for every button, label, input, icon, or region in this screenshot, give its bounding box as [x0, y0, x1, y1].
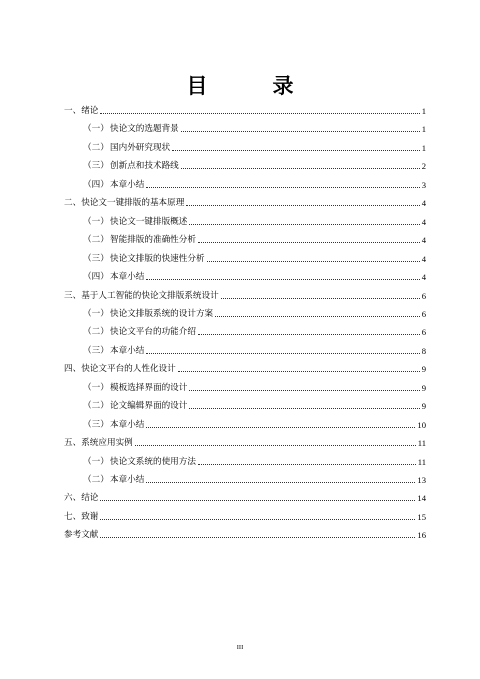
toc-entry[interactable] [83, 471, 426, 485]
toc-entry-label: 本章小结 [110, 179, 145, 190]
dot-leader [178, 371, 420, 372]
toc-entry-number: （一） [83, 216, 109, 227]
toc-entry-number: 二、 [64, 198, 82, 209]
toc-entry-page: 11 [417, 456, 426, 467]
toc-entry[interactable] [83, 120, 426, 134]
dot-leader [215, 316, 420, 317]
toc-entry-label: 快论文一键排版概述 [110, 216, 188, 227]
toc-entry[interactable] [83, 305, 426, 319]
toc-entry-label: 智能排版的准确性分析 [110, 235, 196, 246]
toc-entry-label: 论文编辑界面的设计 [110, 401, 188, 412]
toc-entry-number: （一） [83, 124, 109, 135]
toc-entry-label: 快论文平台的功能介绍 [110, 327, 196, 338]
toc-entry-label: 绪论 [81, 106, 99, 116]
toc-entry-label: 快论文一键排版的基本原理 [81, 198, 185, 209]
toc-entry-number: （二） [83, 235, 109, 246]
toc-entry-label: 快论文排版系统的设计方案 [110, 308, 214, 319]
toc-entry-label: 致谢 [81, 511, 99, 522]
toc-entry-page: 6 [421, 290, 426, 301]
toc-entry[interactable] [83, 231, 426, 245]
toc-entry-page: 6 [421, 327, 426, 338]
dot-leader [198, 334, 420, 335]
dot-leader [135, 445, 416, 446]
toc-entry-page: 1 [421, 124, 426, 135]
toc-entry-label: 本章小结 [110, 475, 145, 485]
toc-entry[interactable] [83, 268, 426, 282]
dot-leader [181, 168, 420, 169]
toc-entry-label: 参考文献 [64, 530, 99, 541]
toc-entry-label: 快论文系统的使用方法 [110, 456, 196, 467]
dot-leader [146, 187, 419, 188]
dot-leader [198, 464, 416, 465]
toc-entry-number: 五、 [64, 438, 82, 449]
toc-entry-label: 快论文的选题背景 [110, 124, 179, 135]
dot-leader [100, 519, 415, 520]
toc-entry-number: （四） [83, 272, 109, 283]
toc-entry-number: （二） [83, 142, 109, 153]
toc-entry-label: 结论 [81, 493, 99, 504]
toc-entry-number: （二） [83, 327, 109, 338]
toc-entry[interactable] [83, 250, 426, 264]
toc-entry-label: 系统应用实例 [81, 438, 133, 449]
dot-leader [189, 224, 419, 225]
toc-entry-page: 9 [421, 382, 426, 393]
toc-entry[interactable] [64, 102, 426, 116]
dot-leader [221, 298, 420, 299]
toc-entry[interactable] [83, 157, 426, 171]
dot-leader [146, 482, 415, 483]
toc-entry-page: 9 [421, 364, 426, 375]
dot-leader [172, 150, 420, 151]
dot-leader [181, 131, 420, 132]
dot-leader [189, 408, 419, 409]
toc-entry-page: 4 [421, 216, 426, 227]
toc-entry-number: （二） [83, 401, 109, 412]
toc-entry-label: 国内外研究现状 [110, 142, 171, 153]
toc-entry-page: 10 [417, 419, 426, 430]
toc-entry[interactable] [83, 323, 426, 337]
toc-entry-label: 本章小结 [110, 345, 145, 356]
toc-entry-number: （三） [83, 345, 109, 356]
dot-leader [189, 390, 419, 391]
dot-leader [146, 427, 415, 428]
toc-entry[interactable] [64, 489, 426, 503]
dot-leader [186, 205, 419, 206]
dot-leader [146, 279, 419, 280]
dot-leader [198, 242, 420, 243]
toc-entry-number: 六、 [64, 493, 82, 504]
toc-entry-page: 4 [421, 198, 426, 209]
toc-entry[interactable] [64, 508, 426, 522]
toc-entry-number: （四） [83, 179, 109, 190]
toc-entry[interactable] [64, 434, 426, 448]
toc-entry-label: 快论文排版的快速性分析 [110, 253, 205, 264]
toc-entry[interactable] [83, 453, 426, 467]
toc-entry-number: 七、 [64, 511, 82, 522]
toc-entry-page: 8 [421, 345, 426, 356]
toc-entry[interactable] [83, 139, 426, 153]
toc-entry-number: 一、 [64, 106, 82, 116]
toc-entry-page: 4 [421, 253, 426, 264]
toc-entry-label: 本章小结 [110, 419, 145, 430]
toc-entry[interactable] [83, 176, 426, 190]
toc-entry-page: 4 [421, 272, 426, 283]
toc-entry[interactable] [83, 379, 426, 393]
toc-entry-page: 11 [417, 438, 426, 449]
toc-entry-page: 1 [421, 142, 426, 153]
toc-entry-page: 1 [421, 106, 426, 116]
toc-entry-label: 模板选择界面的设计 [110, 382, 188, 393]
page-number: III [236, 644, 244, 651]
toc-entry-number: （一） [83, 382, 109, 393]
toc-entry-page: 2 [421, 161, 426, 172]
toc-entry-label: 基于人工智能的快论文排版系统设计 [81, 290, 219, 301]
dot-leader [146, 353, 419, 354]
toc-entry[interactable] [64, 360, 426, 374]
dot-leader [100, 537, 415, 538]
toc-entry-number: （二） [83, 475, 109, 485]
toc-entry-page: 3 [421, 179, 426, 190]
toc-entry-label: 本章小结 [110, 272, 145, 283]
dot-leader [100, 113, 419, 114]
toc-entry-page: 4 [421, 235, 426, 246]
toc-entry-page: 14 [417, 493, 426, 504]
toc-entry-number: （一） [83, 308, 109, 319]
toc-entry-number: 四、 [64, 364, 82, 375]
toc-entry[interactable] [64, 194, 426, 208]
toc-entry[interactable] [83, 213, 426, 227]
toc-entry-number: （三） [83, 419, 109, 430]
toc-entry-page: 6 [421, 308, 426, 319]
toc-entry[interactable] [64, 287, 426, 301]
toc-entry[interactable] [83, 342, 426, 356]
toc-entry-number: （一） [83, 456, 109, 467]
toc-entry[interactable] [83, 416, 426, 430]
toc-entry-label: 快论文平台的人性化设计 [81, 364, 176, 375]
page-title: 目 录 [186, 74, 316, 98]
toc-entry-page: 15 [417, 511, 426, 522]
toc-entry-number: （三） [83, 253, 109, 264]
toc-entry-number: 三、 [64, 290, 82, 301]
dot-leader [100, 500, 415, 501]
toc-entry-page: 16 [417, 530, 426, 541]
dot-leader [207, 261, 420, 262]
toc-entry-label: 创新点和技术路线 [110, 161, 179, 172]
toc-entry[interactable] [83, 397, 426, 411]
toc-entry-page: 9 [421, 401, 426, 412]
toc-entry-number: （三） [83, 161, 109, 172]
toc-entry-page: 13 [417, 475, 426, 485]
toc-entry[interactable] [64, 526, 426, 540]
